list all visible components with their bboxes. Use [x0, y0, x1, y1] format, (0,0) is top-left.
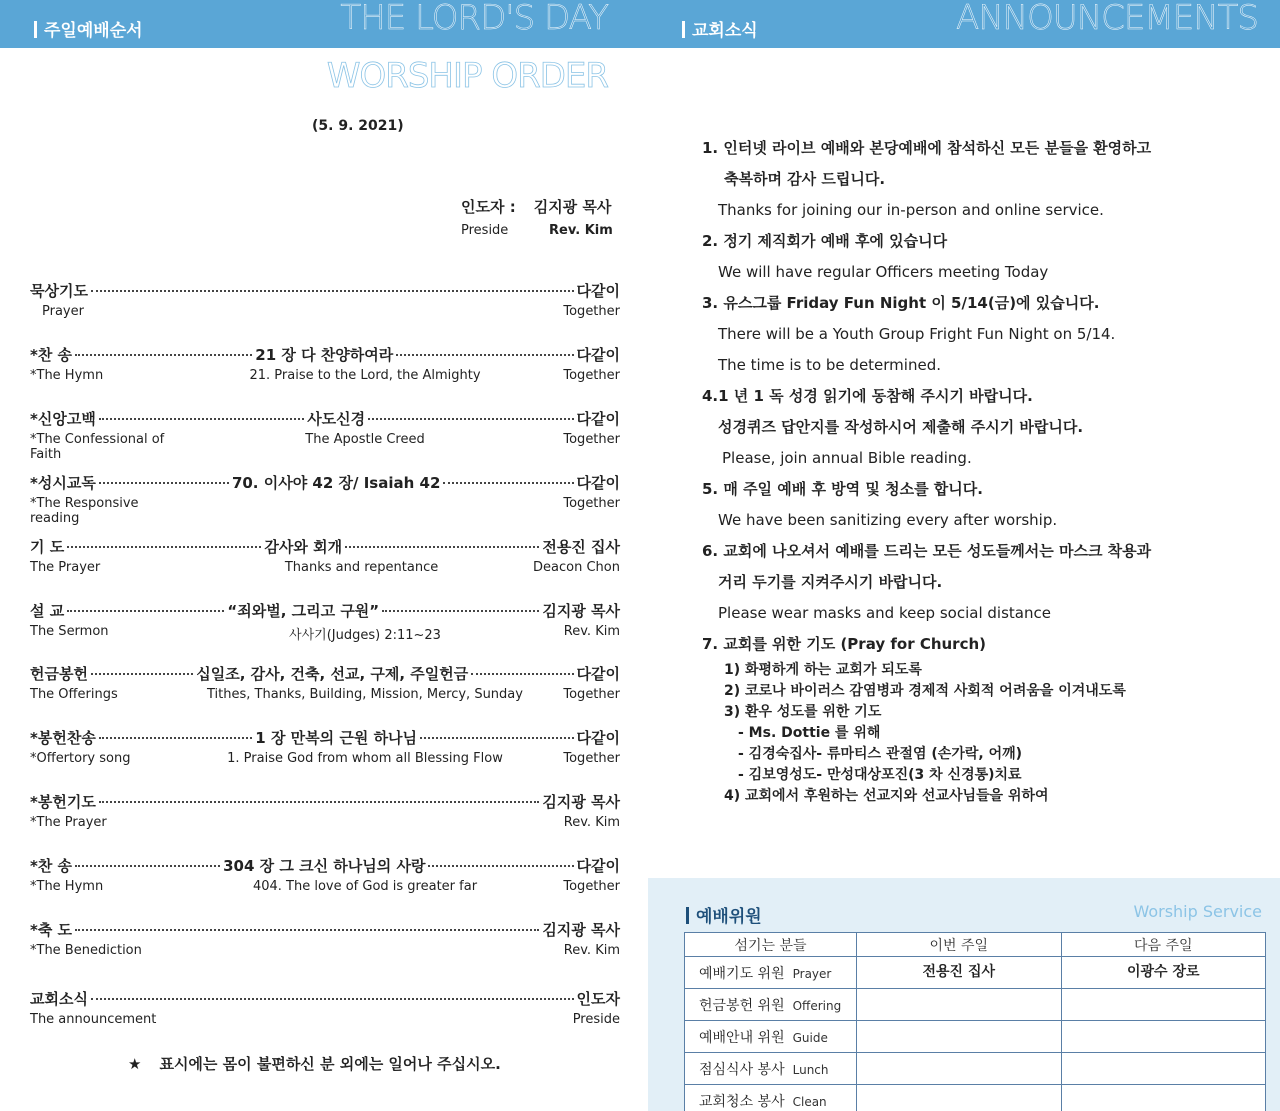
- order-item-title: *봉헌기도: [30, 793, 96, 811]
- leader-dots: [345, 546, 539, 548]
- announcement-7: 7. 교회를 위한 기도 (Pray for Church): [702, 635, 987, 653]
- announcement-3: 3. 유스그룹 Friday Fun Night 이 5/14(금)에 있습니다. There will be a Youth Group Fright Fun Night on 5/14. The time is to be determined.: [702, 294, 1116, 374]
- preside-name: 김지광 목사: [533, 198, 612, 216]
- announcement-4: 4.1 년 1 독 성경 읽기에 동참해 주시기 바랍니다. 성경퀴즈 답안지를 작성하시어 제출해 주시기 바랍니다. Please, join annual Bible reading.: [702, 387, 1084, 467]
- next-week-cell: [1061, 989, 1266, 1021]
- announcements-header-bar: [648, 0, 1280, 48]
- order-item-title-en: *Offertory song: [30, 751, 131, 766]
- order-item-title-en: The Offerings: [30, 687, 118, 702]
- order-item-title-en: The Prayer: [30, 560, 101, 575]
- order-item-content-en: 사사기(Judges) 2:11~23: [289, 628, 441, 643]
- role-name: 예배기도 위원: [699, 965, 785, 982]
- column-header: 다음 주일: [1061, 933, 1266, 957]
- order-item-title-en: *The Hymn: [30, 368, 104, 383]
- next-week-cell: [1061, 1021, 1266, 1053]
- order-item-leader-en: Together: [563, 496, 620, 511]
- this-week-cell: [857, 1053, 1062, 1085]
- order-item-content: 21 장 다 찬양하여라: [255, 346, 394, 364]
- order-item-content-en: Thanks and repentance: [284, 560, 439, 575]
- this-week-cell: [857, 1021, 1062, 1053]
- role-name: 점심식사 봉사: [699, 1061, 785, 1078]
- order-item-leader: 인도자: [576, 990, 620, 1008]
- lords-day-title: THE LORD'S DAY: [340, 0, 608, 38]
- preside-label: 인도자 :: [461, 198, 516, 216]
- order-item-content: “죄와벌, 그리고 구원”: [227, 602, 380, 620]
- announcements-panel: [648, 0, 1280, 1111]
- worship-service-section: [648, 878, 1280, 1111]
- section-label: 주일예배순서: [34, 16, 143, 41]
- order-item-title-en: The announcement: [30, 1012, 157, 1027]
- this-week-cell: 전용진 집사: [857, 957, 1062, 989]
- order-item-content-en: [190, 304, 540, 319]
- order-item-title: 교회소식: [30, 990, 88, 1008]
- order-item-title: *신앙고백: [30, 410, 96, 428]
- order-item-title: *성시교독: [30, 474, 96, 492]
- order-item-leader: 김지광 목사: [542, 793, 620, 811]
- table-row: [685, 1021, 1266, 1053]
- order-item: [30, 988, 620, 1027]
- order-item-content: 70. 이사야 42 장/ Isaiah 42: [231, 474, 441, 492]
- order-item-leader-en: Together: [563, 879, 620, 894]
- leader-dots: [91, 290, 574, 292]
- order-item-leader: 다같이: [576, 474, 620, 492]
- order-item-leader-en: Preside: [572, 1012, 620, 1027]
- order-item-content-en: [190, 1012, 540, 1027]
- order-item-content-en: The Apostle Creed: [305, 432, 425, 447]
- table-row: [685, 1053, 1266, 1085]
- column-header: 이번 주일: [857, 933, 1062, 957]
- star-icon: ★: [128, 1055, 142, 1073]
- order-item-title-en: *The Hymn: [30, 879, 104, 894]
- order-item-leader: 김지광 목사: [542, 921, 620, 939]
- leader-dots: [396, 354, 573, 356]
- order-item: [30, 536, 620, 575]
- leader-dots: [91, 998, 574, 1000]
- order-item-leader: 다같이: [576, 346, 621, 364]
- order-item-title-en: *The Prayer: [30, 815, 107, 830]
- leader-dots: [368, 418, 573, 420]
- order-item: [30, 663, 620, 702]
- order-item-content-en: 21. Praise to the Lord, the Almighty: [249, 368, 481, 383]
- preside-label-en: Preside: [461, 223, 509, 238]
- role-cell: [685, 957, 857, 989]
- order-item-leader: 전용진 집사: [542, 538, 621, 556]
- role-name: 예배안내 위원: [699, 1029, 785, 1046]
- leader-dots: [443, 482, 573, 484]
- role-cell: [685, 1053, 857, 1085]
- order-item-leader-en: Together: [563, 304, 620, 319]
- next-week-cell: 이광수 장로: [1061, 957, 1266, 989]
- role-cell: [685, 1021, 857, 1053]
- order-item-leader: 김지광 목사: [542, 602, 621, 620]
- order-item-content-en: [190, 943, 540, 958]
- order-item-leader-en: Rev. Kim: [563, 624, 620, 639]
- order-item-content: 1 장 만복의 근원 하나님: [255, 729, 418, 747]
- leader-dots: [75, 865, 220, 867]
- leader-dots: [99, 418, 304, 420]
- role-cell: [685, 989, 857, 1021]
- order-item-leader-en: Together: [563, 751, 620, 766]
- order-item-content-en: 1. Praise God from whom all Blessing Flow: [227, 751, 503, 766]
- order-item-leader-en: Together: [563, 687, 620, 702]
- order-item-content: 304 장 그 크신 하나님의 사랑: [223, 857, 426, 875]
- service-title: 예배위원: [686, 902, 762, 927]
- order-item-title-en: *The Confessional of Faith: [30, 432, 165, 462]
- next-week-cell: [1061, 1085, 1266, 1111]
- service-table: [684, 932, 1266, 1111]
- section-label: 교회소식: [682, 16, 758, 41]
- order-item-title: *봉헌찬송: [30, 729, 96, 747]
- announcement-5: 5. 매 주일 예배 후 방역 및 청소를 합니다. We have been sanitizing every after worship.: [702, 480, 1058, 529]
- order-item-title-en: *The Benediction: [30, 943, 142, 958]
- leader-dots: [91, 673, 193, 675]
- role-name-en: Clean: [792, 1094, 827, 1109]
- order-item-content: 십일조, 감사, 건축, 선교, 구제, 주일헌금: [196, 665, 469, 683]
- worship-header-bar: [0, 0, 648, 48]
- leader-dots: [99, 737, 252, 739]
- order-item-title: 설 교: [30, 602, 65, 620]
- leader-dots: [67, 610, 224, 612]
- order-item-title-en: *The Responsive reading: [30, 496, 139, 526]
- preside-block: [461, 196, 631, 238]
- order-item: [30, 855, 620, 894]
- table-row: [685, 957, 1266, 989]
- this-week-cell: [857, 1085, 1062, 1111]
- order-item-content-en: [190, 815, 540, 830]
- order-item-content-en: Tithes, Thanks, Building, Mission, Mercy, Sunday: [207, 687, 523, 702]
- service-date: (5. 9. 2021): [312, 118, 404, 134]
- column-header: 섬기는 분들: [685, 933, 857, 957]
- order-item-leader-en: Rev. Kim: [563, 943, 620, 958]
- order-item: [30, 280, 620, 319]
- role-cell: [685, 1085, 857, 1111]
- order-item-leader-en: Rev. Kim: [563, 815, 620, 830]
- order-item-title: *찬 송: [30, 346, 73, 364]
- order-item-content-en: 404. The love of God is greater far: [252, 879, 478, 894]
- leader-dots: [420, 737, 573, 739]
- announcement-1: 1. 인터넷 라이브 예배와 본당예배에 참석하신 모든 분들을 환영하고 축복하며 감사 드립니다. Thanks for joining our in-person and online service.: [702, 139, 1152, 219]
- preside-name-en: Rev. Kim: [549, 223, 613, 238]
- order-item-leader: 다같이: [576, 410, 621, 428]
- role-name-en: Offering: [792, 998, 842, 1013]
- order-item: [30, 727, 620, 766]
- leader-dots: [75, 354, 252, 356]
- order-item-leader-en: Deacon Chon: [533, 560, 620, 575]
- order-item-leader-en: Together: [563, 432, 620, 447]
- standing-note-text: 표시에는 몸이 불편하신 분 외에는 일어나 주십시오.: [159, 1055, 501, 1073]
- next-week-cell: [1061, 1053, 1266, 1085]
- order-item-title: 묵상기도: [30, 282, 88, 300]
- order-item-leader: 다같이: [576, 665, 621, 683]
- order-item-title-en: Prayer: [42, 304, 84, 319]
- leader-dots: [99, 482, 229, 484]
- order-item: [30, 600, 620, 643]
- order-item: [30, 919, 620, 958]
- role-name-en: Lunch: [792, 1062, 829, 1077]
- order-item-title: *축 도: [30, 921, 73, 939]
- leader-dots: [67, 546, 261, 548]
- announcements-title: ANNOUNCEMENTS: [955, 0, 1258, 38]
- order-item-leader: 다같이: [576, 729, 621, 747]
- order-item-leader: 다같이: [576, 857, 621, 875]
- this-week-cell: [857, 989, 1062, 1021]
- standing-note: [128, 1053, 501, 1074]
- leader-dots: [471, 673, 573, 675]
- order-item: [30, 791, 620, 830]
- order-item-leader-en: Together: [563, 368, 620, 383]
- order-item-leader: 다같이: [576, 282, 620, 300]
- order-item-content: 사도신경: [307, 410, 366, 428]
- leader-dots: [428, 865, 573, 867]
- order-item-content-en: [190, 496, 540, 526]
- table-row: [685, 1085, 1266, 1111]
- leader-dots: [75, 929, 539, 931]
- order-item-title: *찬 송: [30, 857, 73, 875]
- service-title-en: Worship Service: [1133, 902, 1262, 921]
- worship-order-subtitle: WORSHIP ORDER: [326, 56, 608, 96]
- role-name-en: Guide: [792, 1030, 828, 1045]
- role-name: 헌금봉헌 위원: [699, 997, 785, 1014]
- leader-dots: [382, 610, 539, 612]
- order-item-title: 헌금봉헌: [30, 665, 88, 683]
- role-name: 교회청소 봉사: [699, 1093, 785, 1110]
- prayer-list: 1) 화평하게 하는 교회가 되도록 2) 코로나 바이러스 감염병과 경제적 사회적 어려움을 이겨내도록 3) 환우 성도를 위한 기도 - Ms. Dottie 를 위해 - 김경숙집사- 류마티스 관절염 (손가락, 어깨) - 김보영성도- 만성대상포진(3 차 신경통)치료 4) 교회에서 후원하는 선교지와 선교사님들을 위하여: [724, 662, 1126, 804]
- leader-dots: [99, 801, 540, 803]
- order-item: [30, 408, 620, 462]
- announcement-2: 2. 정기 제직회가 예배 후에 있습니다 We will have regular Officers meeting Today: [702, 232, 1049, 281]
- announcement-list: [702, 133, 1262, 807]
- order-item: [30, 344, 620, 383]
- order-item: [30, 472, 620, 526]
- order-item-content: 감사와 회개: [264, 538, 343, 556]
- announcement-6: 6. 교회에 나오셔서 예배를 드리는 모든 성도들께서는 마스크 착용과 거리 두기를 지켜주시기 바랍니다. Please wear masks and keep social distance: [702, 542, 1152, 622]
- order-item-title: 기 도: [30, 538, 65, 556]
- role-name-en: Prayer: [792, 966, 832, 981]
- order-item-title-en: The Sermon: [30, 624, 109, 639]
- table-row: [685, 989, 1266, 1021]
